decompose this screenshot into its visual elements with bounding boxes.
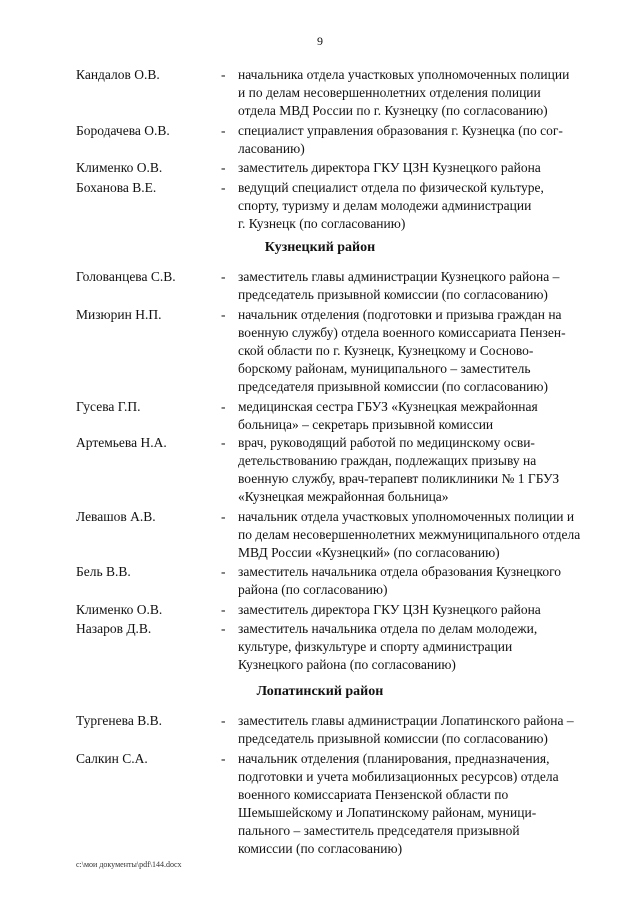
member-position: специалист управления образования г. Кузнецка (по сог- ласованию): [238, 123, 563, 156]
member-position: начальник отделения (подготовки и призыва граждан на военную службу) отдела военного комиссариата Пензен- ской области по г. Кузнецк, Кузнецкому и Сосново- борскому районам, муниципального – заместитель председателя призывной комиссии (по согласованию): [238, 307, 566, 394]
member-name: Клименко О.В.: [76, 602, 163, 617]
dash-separator: -: [221, 751, 226, 766]
member-position: заместитель начальника отдела по делам молодежи, культуре, физкультуре и спорту администрации Кузнецкого района (по согласованию): [238, 621, 538, 672]
member-name: Мизюрин Н.П.: [76, 307, 162, 322]
member-name: Голованцева С.В.: [76, 269, 176, 284]
member-name: Кандалов О.В.: [76, 67, 160, 82]
member-position: заместитель главы администрации Лопатинского района – председатель призывной комиссии (по согласованию): [238, 713, 574, 746]
dash-separator: -: [221, 564, 226, 579]
member-position: медицинская сестра ГБУЗ «Кузнецкая межрайонная больница» – секретарь призывной комиссии: [238, 399, 538, 432]
member-name: Гусева Г.П.: [76, 399, 141, 414]
dash-separator: -: [221, 160, 226, 175]
member-name: Клименко О.В.: [76, 160, 163, 175]
section-heading-kuznetsk: Кузнецкий район: [264, 240, 376, 255]
dash-separator: -: [221, 180, 226, 195]
member-name: Тургенева В.В.: [76, 713, 162, 728]
member-name: Боханова В.Е.: [76, 180, 157, 195]
member-name: Левашов А.В.: [76, 509, 156, 524]
member-position: ведущий специалист отдела по физической культуре, спорту, туризму и делам молодежи администрации г. Кузнецк (по согласованию): [238, 180, 544, 231]
dash-separator: -: [221, 123, 226, 138]
dash-separator: -: [221, 399, 226, 414]
member-position: начальник отдела участковых уполномоченных полиции и по делам несовершеннолетних межмуниципального отдела МВД России «Кузнецкий» (по согласованию): [238, 509, 581, 560]
dash-separator: -: [221, 435, 226, 450]
member-position: заместитель директора ГКУ ЦЗН Кузнецкого района: [238, 602, 541, 617]
member-name: Бель В.В.: [76, 564, 131, 579]
member-position: заместитель директора ГКУ ЦЗН Кузнецкого района: [238, 160, 541, 175]
dash-separator: -: [221, 67, 226, 82]
member-name: Салкин С.А.: [76, 751, 148, 766]
section-heading-lopatino: Лопатинский район: [256, 684, 384, 699]
file-path-footer: c:\мои документы\pdf\144.docx: [76, 860, 182, 869]
dash-separator: -: [221, 713, 226, 728]
member-name: Бородачева О.В.: [76, 123, 170, 138]
dash-separator: -: [221, 621, 226, 636]
member-name: Назаров Д.В.: [76, 621, 152, 636]
member-position: заместитель начальника отдела образования Кузнецкого района (по согласованию): [238, 564, 562, 597]
member-position: заместитель главы администрации Кузнецкого района – председатель призывной комиссии (по согласованию): [238, 269, 560, 302]
member-position: начальника отдела участковых уполномоченных полиции и по делам несовершеннолетних отделения полиции отдела МВД России по г. Кузнецку (по согласованию): [238, 67, 570, 118]
member-position: начальник отделения (планирования, предназначения, подготовки и учета мобилизационных ресурсов) отдела военного комиссариата Пензенской области по Шемышейскому и Лопатинскому районам, муници- пального – заместитель председателя призывной комиссии (по согласованию): [238, 751, 559, 856]
dash-separator: -: [221, 602, 226, 617]
member-position: врач, руководящий работой по медицинскому осви- детельствованию граждан, подлежащих призыву на военную службу, врач-терапевт поликлиники № 1 ГБУЗ «Кузнецкая межрайонная больница»: [238, 435, 560, 504]
member-name: Артемьева Н.А.: [76, 435, 167, 450]
page-number: 9: [317, 34, 323, 48]
dash-separator: -: [221, 269, 226, 284]
dash-separator: -: [221, 509, 226, 524]
dash-separator: -: [221, 307, 226, 322]
